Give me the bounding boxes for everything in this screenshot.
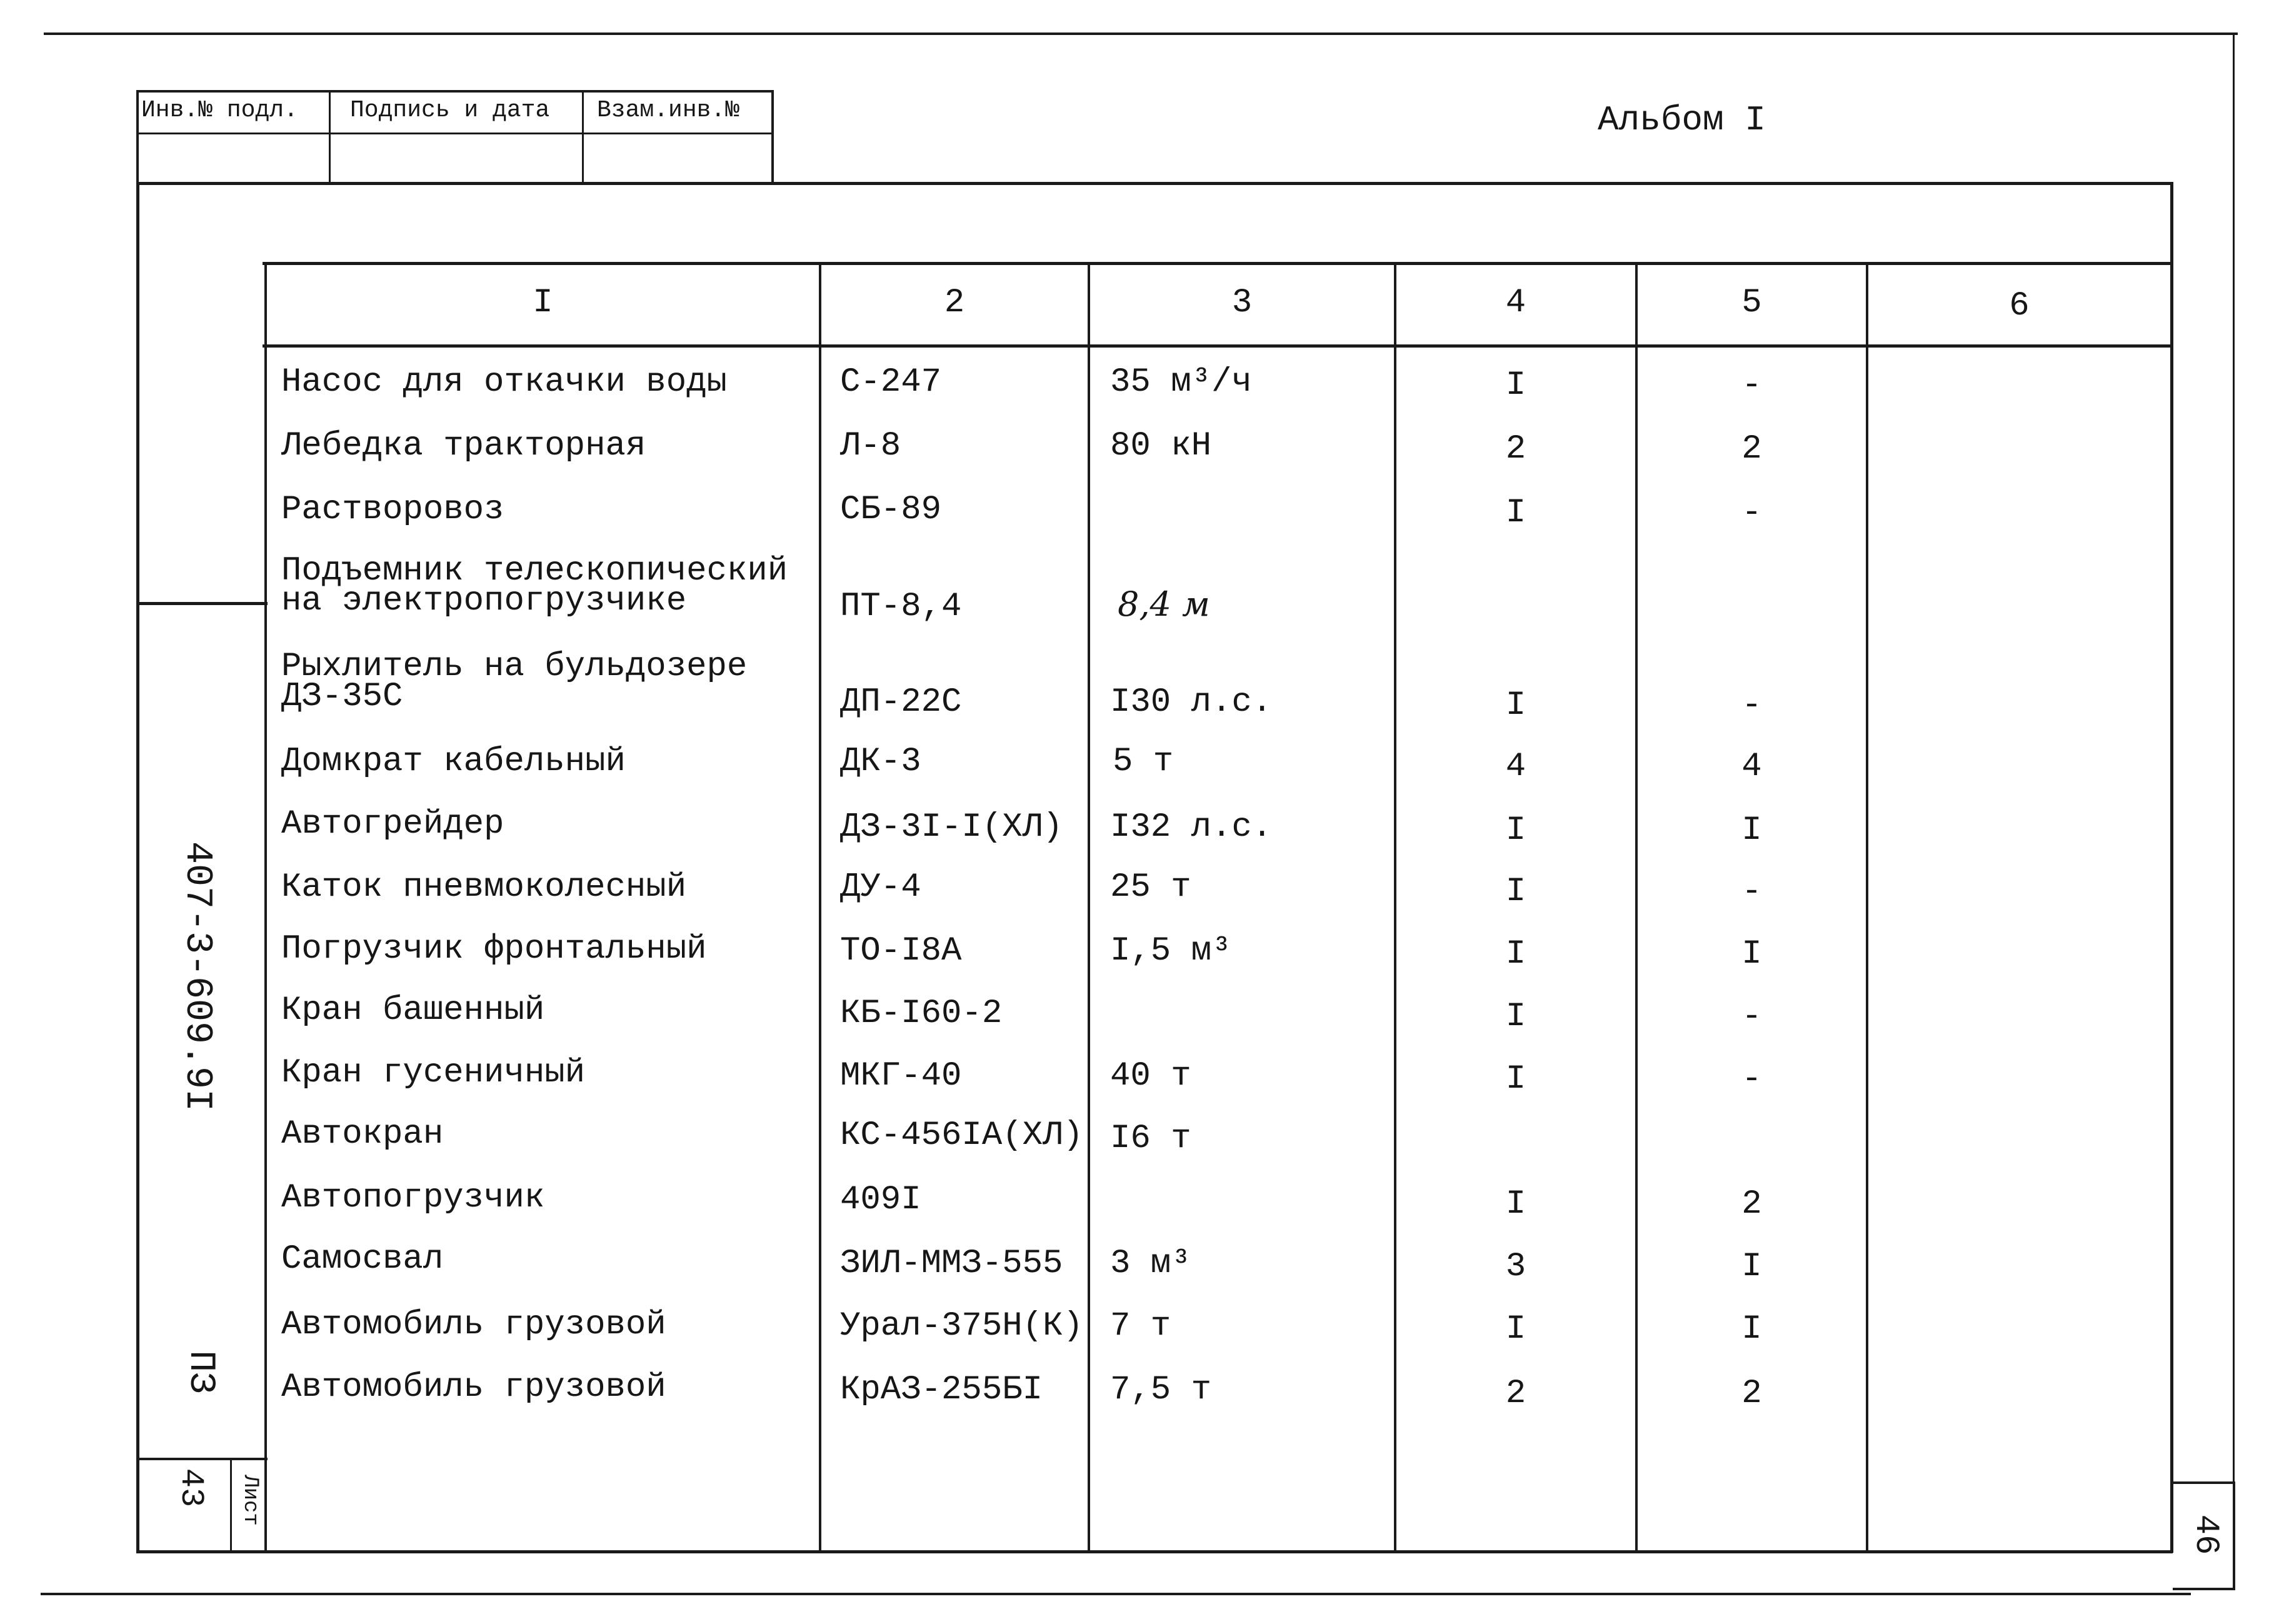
table-cell-col4: I [1505,873,1526,911]
table-col-line-2 [1088,262,1090,1551]
table-col-line-0 [264,262,267,1551]
table-cell-col5: - [1741,494,1762,532]
album-label: Альбом I [1598,100,1766,140]
column-header-2: 2 [944,284,965,322]
table-cell-col5: 4 [1741,748,1762,786]
table-col-line-5 [1866,262,1868,1551]
table-cell-name: Погрузчик фронтальный [281,930,707,968]
column-header-5: 5 [1741,284,1762,322]
page-box-top [2173,1481,2235,1484]
table-header-bottom-line [263,344,2173,348]
table-cell-col4: 3 [1505,1248,1526,1286]
table-cell-col5: I [1741,1310,1762,1348]
table-cell-model: Урал-375Н(К) [840,1307,1083,1345]
table-cell-spec: 25 т [1110,868,1191,906]
table-cell-name: Автопогрузчик [281,1179,545,1217]
bottom-edge-line [41,1593,2191,1595]
table-cell-model: ДУ-4 [840,868,921,906]
table-cell-spec: I30 л.с. [1110,683,1273,721]
table-cell-model: КБ-I60-2 [840,995,1003,1033]
frame-top-line [136,182,2173,185]
table-cell-col4: I [1505,1185,1526,1223]
table-cell-col4: I [1505,998,1526,1036]
table-cell-name: Автомобиль грузовой [281,1306,666,1344]
table-cell-col5: - [1741,366,1762,404]
table-cell-spec: I,5 м³ [1110,932,1232,970]
sheet-label: Лист [238,1475,262,1526]
stamp-header-replace-inv: Взам.инв.№ [597,97,740,124]
table-cell-col4: I [1505,686,1526,724]
frame-right-line [2170,182,2173,1553]
stamp-header-signature-date: Подпись и дата [350,97,550,124]
table-cell-name: Автогрейдер [281,805,504,843]
table-cell-name: Подъемник телескопический на электропогрузчике [281,552,788,620]
table-cell-col4: I [1505,935,1526,973]
stamp-divider-2 [582,90,584,184]
table-cell-col5: I [1741,811,1762,850]
table-cell-model: Л-8 [840,427,901,465]
table-cell-name: Автокран [281,1115,444,1153]
table-cell-spec: 7 т [1110,1307,1171,1345]
side-block-top-line [136,602,268,605]
column-header-4: 4 [1505,284,1526,322]
stamp-top-line [136,90,774,93]
table-cell-col5: I [1741,1248,1762,1286]
stamp-right-line [771,90,774,184]
stamp-left-line [136,90,139,184]
table-cell-col4: I [1505,1060,1526,1098]
table-cell-model: ДЗ-3I-I(ХЛ) [840,808,1063,846]
table-cell-model: ДП-22С [840,683,962,721]
stamp-divider-1 [329,90,331,184]
table-cell-spec: 5 т [1113,743,1174,781]
top-edge-line [44,33,2238,35]
table-cell-name: Каток пневмоколесный [281,868,687,906]
table-cell-col5: 2 [1741,1185,1762,1223]
table-cell-col4: 4 [1505,748,1526,786]
table-cell-model: КрАЗ-255БI [840,1371,1043,1409]
table-cell-col4: I [1505,811,1526,850]
table-cell-spec: 8,4 м [1118,584,1210,624]
table-cell-model: С-247 [840,363,942,401]
table-cell-col4: I [1505,1310,1526,1348]
table-cell-name: Кран гусеничный [281,1054,586,1092]
table-cell-spec: 7,5 т [1110,1371,1212,1409]
table-cell-col5: - [1741,1060,1762,1098]
table-cell-spec: 35 м³/ч [1110,363,1252,401]
stamp-header-inv-no: Инв.№ подл. [141,97,298,124]
table-cell-model: 409I [840,1181,921,1219]
table-cell-col5: 2 [1741,430,1762,468]
side-block-bottom-sep [136,1458,268,1460]
page-number: 46 [2186,1514,2225,1555]
table-cell-model: ТО-I8А [840,932,962,970]
section-code-label: ПЗ [180,1350,221,1394]
table-cell-col4: 2 [1505,430,1526,468]
table-cell-model: СБ-89 [840,491,942,529]
table-cell-name: Рыхлитель на бульдозере ДЗ-35С [281,648,748,716]
table-cell-col5: - [1741,686,1762,724]
column-header-6: 6 [2009,287,2030,325]
table-cell-col4: I [1505,494,1526,532]
sheet-number: 43 [173,1468,209,1508]
column-header-1: I [533,284,553,322]
table-cell-model: МКГ-40 [840,1057,962,1095]
table-cell-name: Самосвал [281,1240,444,1278]
table-cell-spec: 40 т [1110,1057,1191,1095]
table-cell-col4: 2 [1505,1375,1526,1413]
table-cell-model: ЗИЛ-ММЗ-555 [840,1245,1063,1283]
table-col-line-1 [819,262,821,1551]
table-cell-col4: I [1505,366,1526,404]
table-cell-name: Автомобиль грузовой [281,1368,666,1406]
table-cell-name: Насос для откачки воды [281,363,727,401]
table-cell-model: ПТ-8,4 [840,588,962,626]
table-cell-col5: I [1741,935,1762,973]
stamp-mid-line [136,133,774,134]
table-cell-name: Домкрат кабельный [281,743,626,781]
table-cell-spec: I6 т [1110,1120,1191,1158]
page-box-bottom [2173,1588,2235,1590]
table-cell-col5: - [1741,873,1762,911]
table-cell-col5: - [1741,998,1762,1036]
table-cell-model: ДК-3 [840,743,921,781]
table-cell-spec: 3 м³ [1110,1245,1191,1283]
table-cell-spec: 80 кН [1110,427,1212,465]
frame-left-line [136,182,139,1553]
table-cell-col5: 2 [1741,1375,1762,1413]
column-header-3: 3 [1231,284,1253,322]
doc-code-label: 407-3-609.9I [176,841,218,1112]
table-top-line [263,262,2173,265]
table-cell-name: Растворовоз [281,491,504,529]
table-cell-model: КС-456IА(ХЛ) [840,1116,1083,1155]
page-box-right [2233,1481,2235,1590]
right-edge-line [2233,33,2235,1520]
table-cell-name: Лебедка тракторная [281,427,646,465]
table-cell-name: Кран башенный [281,991,545,1030]
table-cell-spec: I32 л.с. [1110,808,1273,846]
side-block-sheet-divider [230,1458,232,1551]
